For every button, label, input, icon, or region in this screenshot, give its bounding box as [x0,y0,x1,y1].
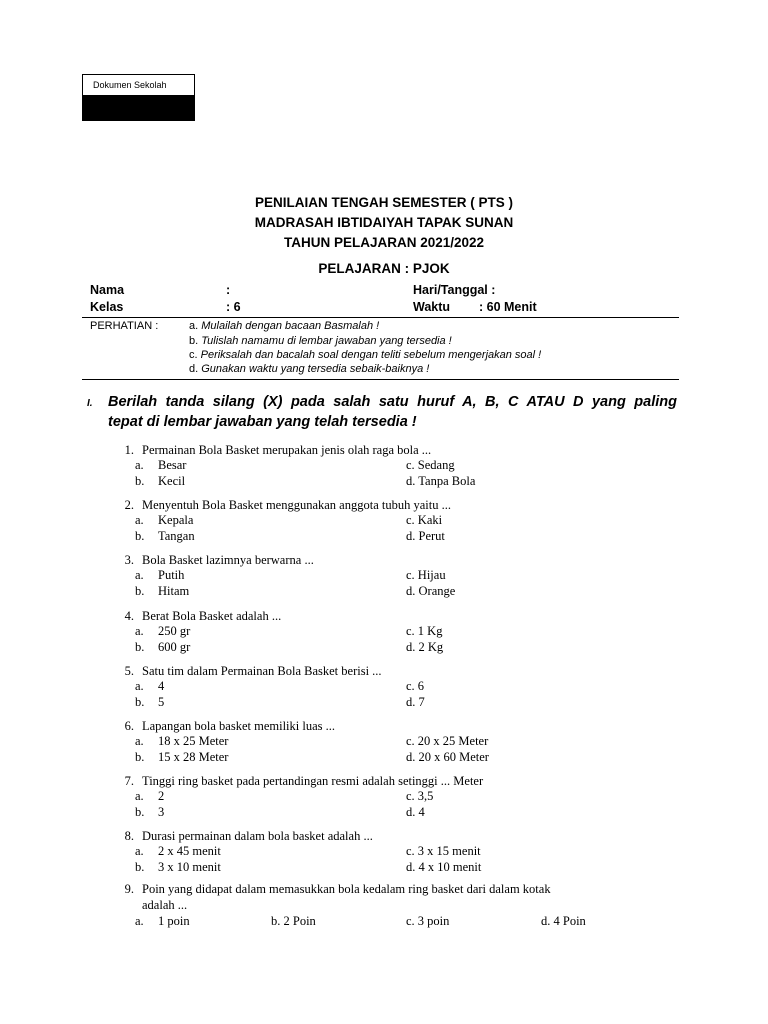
question-stem: Bola Basket lazimnya berwarna ... [142,553,314,567]
option-a[interactable] [135,568,184,583]
option-letter: a. [135,568,144,582]
option-c[interactable]: c. 3 poin [406,914,450,928]
waktu-label: Waktu [413,300,451,314]
section-number: I. [87,398,93,409]
section-instruction [85,392,677,432]
option-letter: b. [135,474,145,488]
option-a[interactable] [135,734,228,749]
document-label-box [82,74,195,121]
option-d[interactable]: d. Perut [406,529,445,543]
option-a-text: Putih [158,568,185,582]
option-c[interactable]: c. Kaki [406,513,443,527]
option-letter: b. [135,584,145,598]
option-a-text: 1 poin [158,914,190,928]
question-item [112,663,672,679]
option-c[interactable]: c. 1 Kg [406,624,443,638]
question-item [112,497,672,513]
waktu-value: : 60 Menit [479,300,537,314]
option-c[interactable]: c. Sedang [406,458,455,472]
option-d[interactable]: d. 4 [406,805,425,819]
option-a[interactable] [135,679,164,694]
question-stem: Berat Bola Basket adalah ... [142,609,282,623]
option-letter: a. [135,734,144,748]
option-b-text: 15 x 28 Meter [158,750,229,764]
option-b-text: Hitam [158,584,190,598]
option-letter: b. [135,860,145,874]
option-a-text: 2 x 45 menit [158,844,221,858]
option-b[interactable] [135,584,189,599]
perhatian-text: Periksalah dan bacalah soal dengan teliti sebelum mengerjakan soal ! [200,349,542,361]
option-b-text: 600 gr [158,640,191,654]
option-b[interactable] [135,529,195,544]
option-a-text: Kepala [158,513,194,527]
subject-title: PELAJARAN : PJOK [318,261,450,276]
question-number: 3. [124,553,134,567]
perhatian-letter: a. [189,320,199,332]
question-stem: Poin yang didapat dalam memasukkan bola kedalam ring basket dari dalam kotak [142,882,551,896]
question-number: 4. [124,609,134,623]
kelas-value: : 6 [226,300,241,314]
question-item [112,773,672,789]
perhatian-label: PERHATIAN : [90,320,159,332]
school-name: MADRASAH IBTIDAIYAH TAPAK SUNAN [254,215,514,230]
option-letter: b. [135,529,145,543]
question-number: 1. [124,443,134,457]
question-number: 2. [124,498,134,512]
section-instruction-line1: Berilah tanda silang (X) pada salah satu huruf A, B, C ATAU D yang paling [108,394,677,410]
question-stem: Lapangan bola basket memiliki luas ... [142,719,336,733]
option-c[interactable]: c. Hijau [406,568,446,582]
option-a-text: 2 [158,789,165,803]
option-letter: a. [135,624,144,638]
header-divider [82,317,679,318]
option-c[interactable]: c. 20 x 25 Meter [406,734,489,748]
option-a[interactable]: a. 1 poin [135,914,190,928]
option-b-text: Kecil [158,474,186,488]
question-stem: Tinggi ring basket pada pertandingan resmi adalah setinggi ... Meter [142,774,484,788]
option-letter: b. [135,695,145,709]
option-letter: a. [135,458,144,472]
option-a[interactable] [135,458,186,473]
perhatian-text: Gunakan waktu yang tersedia sebaik-baiknya ! [201,363,430,375]
perhatian-item [189,335,452,347]
question-item [112,608,672,624]
option-d[interactable]: d. 4 Poin [541,914,586,928]
option-b[interactable]: b. 2 Poin [271,914,316,928]
academic-year: TAHUN PELAJARAN 2021/2022 [283,235,485,250]
option-a[interactable] [135,844,221,859]
nama-label: Nama [90,283,125,297]
option-a[interactable] [135,513,193,528]
option-d[interactable]: d. 7 [406,695,425,709]
option-b-text: 3 x 10 menit [158,860,221,874]
option-b[interactable] [135,860,221,875]
section-instruction-line2: tepat di lembar jawaban yang telah tersedia ! [108,414,417,430]
nama-value: : [226,283,231,297]
exam-title: PENILAIAN TENGAH SEMESTER ( PTS ) [254,195,514,210]
question-number: 6. [124,719,134,733]
perhatian-text: Tulislah namamu di lembar jawaban yang tersedia ! [201,335,452,347]
question-item [112,881,672,915]
hari-tanggal-label: Hari/Tanggal : [413,283,496,297]
perhatian-item [189,349,541,361]
option-b[interactable] [135,750,228,765]
question-stem: Satu tim dalam Permainan Bola Basket berisi ... [142,664,382,678]
option-b[interactable] [135,695,164,710]
option-d[interactable]: d. 4 x 10 menit [406,860,482,874]
option-b-text: 3 [158,805,165,819]
document-label: Dokumen Sekolah [83,75,194,96]
option-a-text: Besar [158,458,187,472]
option-c[interactable]: c. 6 [406,679,425,693]
question-item [112,442,672,458]
redacted-block [83,95,194,120]
option-d[interactable]: d. 20 x 60 Meter [406,750,489,764]
perhatian-letter: d. [189,363,199,375]
option-letter: a. [135,513,144,527]
option-letter: b. [135,640,145,654]
question-item [112,718,672,734]
question-number: 8. [124,829,134,843]
option-a[interactable] [135,624,190,639]
question-item [112,552,672,568]
perhatian-item [189,320,379,332]
option-b[interactable] [135,640,190,655]
question-number: 5. [124,664,134,678]
option-a-text: 4 [158,679,165,693]
perhatian-letter: b. [189,335,199,347]
option-c[interactable]: c. 3,5 [406,789,434,803]
option-a[interactable] [135,789,164,804]
option-b-text: 5 [158,695,165,709]
question-stem: Permainan Bola Basket merupakan jenis olah raga bola ... [142,443,432,457]
perhatian-letter: c. [189,349,198,361]
question-stem: Menyentuh Bola Basket menggunakan anggota tubuh yaitu ... [142,498,451,512]
question-number: 9. [124,882,134,896]
question-item [112,828,672,844]
option-letter: a. [135,789,144,803]
perhatian-item [189,363,429,375]
perhatian-divider [82,379,679,380]
option-b[interactable] [135,474,185,489]
perhatian-text: Mulailah dengan bacaan Basmalah ! [201,320,380,332]
option-letter: a. [135,844,144,858]
kelas-label: Kelas [90,300,124,314]
question-number: 7. [124,774,134,788]
option-b-text: Tangan [158,529,195,543]
option-a-text: 250 gr [158,624,191,638]
option-a-text: 18 x 25 Meter [158,734,229,748]
option-letter: b. [135,805,145,819]
question-stem: Durasi permainan dalam bola basket adalah ... [142,829,373,843]
option-letter: b. [135,750,145,764]
option-d[interactable]: d. Orange [406,584,456,598]
option-c[interactable]: c. 3 x 15 menit [406,844,481,858]
question-stem-continued: adalah ... [142,898,188,912]
option-d[interactable]: d. 2 Kg [406,640,444,654]
option-letter: a. [135,679,144,693]
option-d[interactable]: d. Tanpa Bola [406,474,476,488]
option-b[interactable] [135,805,164,820]
